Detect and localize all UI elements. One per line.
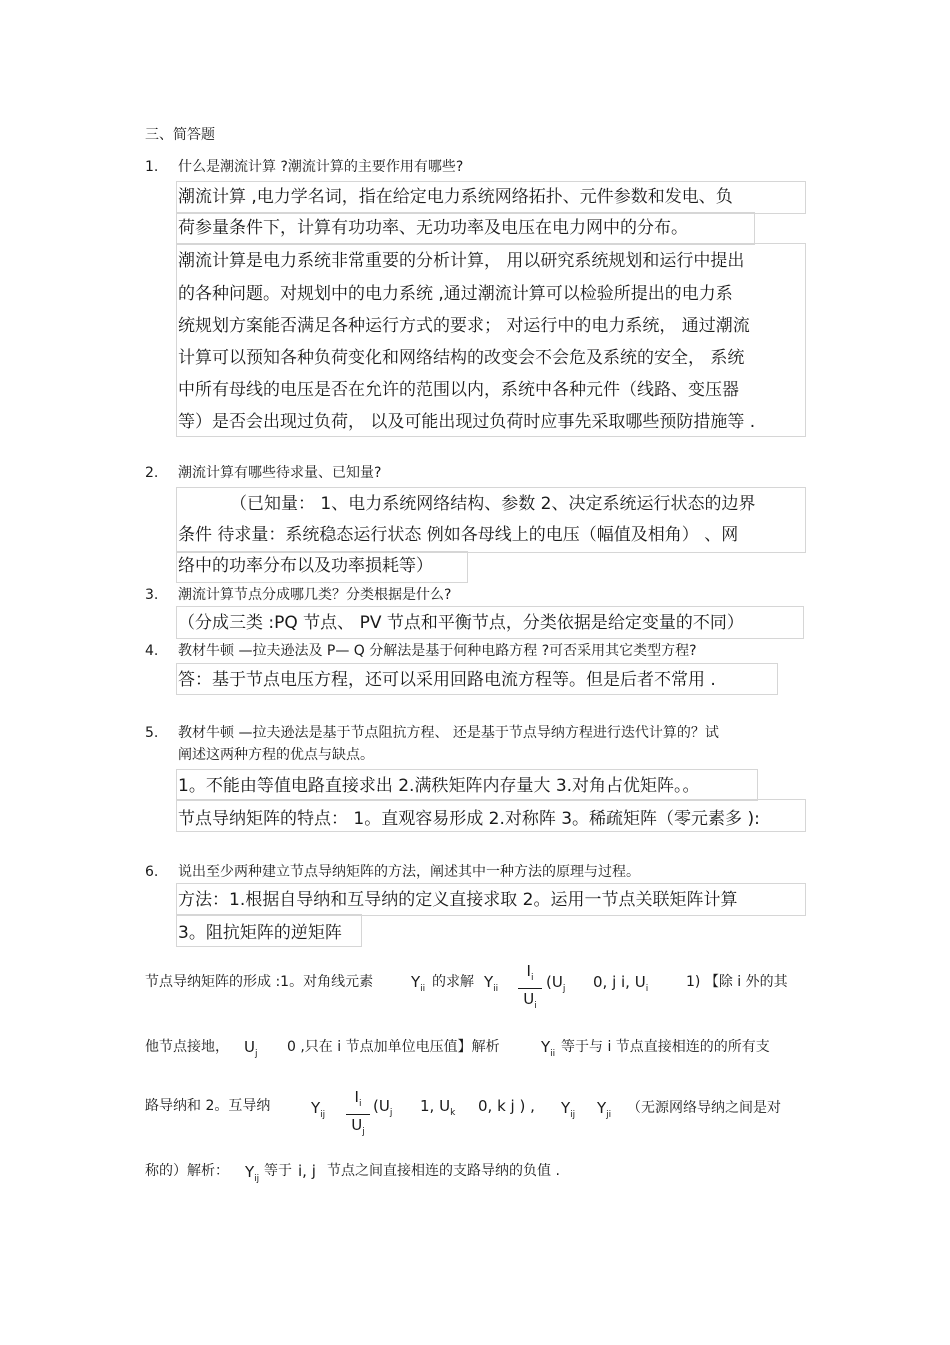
formula-condition: 0, k j ) , [478,1097,535,1115]
formula-fraction: $I_i$ $U_i$ [518,962,542,1015]
question-4-text: 教材牛顿 —拉夫逊法及 P— Q 分解法是基于何种电路方程 ?可否采用其它类型方程? [178,643,697,659]
formula-condition: 0, j i, $U_i$ [593,973,649,994]
answer-6-line: 3。阻抗矩阵的逆矩阵 [178,923,342,943]
answer-5-line: 节点导纳矩阵的特点： 1。直观容易形成 2.对称阵 3。稀疏矩阵（零元素多 ): [178,809,760,829]
answer-4-line: 答：基于节点电压方程，还可以采用回路电流方程等。但是后者不常用 . [178,670,716,690]
answer-2-line: 络中的功率分布以及功率损耗等） [178,556,433,576]
question-6-number: 6. [145,864,159,880]
question-1-text: 什么是潮流计算 ?潮流计算的主要作用有哪些? [178,159,464,175]
formula-symbol: $Y_{ij}$ [245,1163,260,1184]
formula-text: 1) 【除 i 外的其 [686,974,788,990]
formula-condition: ($U_j$ [373,1097,393,1118]
question-3-number: 3. [145,587,159,603]
answer-3-line: （分成三类 :PQ 节点、 PV 节点和平衡节点，分类依据是给定变量的不同） [178,613,744,633]
answer-1-line: 的各种问题。对规划中的电力系统 ,通过潮流计算可以检验所提出的电力系 [178,284,733,304]
formation-line-4-text: 称的）解析： [145,1163,229,1179]
formation-line-3-text: 路导纳和 2。互导纳 [145,1098,271,1114]
answer-2-line: （已知量： 1、电力系统网络结构、参数 2、决定系统运行状态的边界 [230,494,756,514]
answer-1-line: 潮流计算 ,电力学名词，指在给定电力系统网络拓扑、元件参数和发电、负 [178,187,733,207]
section-title: 三、简答题 [145,127,215,143]
formation-line-2-text: 他节点接地， [145,1039,229,1055]
question-2-number: 2. [145,465,159,481]
answer-1-line: 中所有母线的电压是否在允许的范围以内，系统中各种元件（线路、变压器 [178,380,739,400]
answer-1-line: 计算可以预知各种负荷变化和网络结构的改变会不会危及系统的安全， 系统 [178,348,745,368]
answer-1-line: 潮流计算是电力系统非常重要的分析计算， 用以研究系统规划和运行中提出 [178,251,745,271]
formula-condition: 1, $U_k$ [420,1097,456,1118]
answer-1-line: 统规划方案能否满足各种运行方式的要求； 对运行中的电力系统， 通过潮流 [178,316,750,336]
formula-text: 节点之间直接相连的支路导纳的负值 . [327,1163,560,1179]
formula-fraction: $I_i$ $U_j$ [346,1088,370,1141]
answer-5-line: 1。不能由等值电路直接求出 2.满秩矩阵内存量大 3.对角占优矩阵。。 [178,776,700,796]
question-1-number: 1. [145,159,159,175]
question-4-number: 4. [145,643,159,659]
formula-text: 0 ,只在 i 节点加单位电压值】解析 [287,1039,500,1055]
formula-symbol: $Y_{ij}$ [311,1099,326,1120]
question-5-text: 教材牛顿 —拉夫逊法是基于节点阻抗方程、 还是基于节点导纳方程进行迭代计算的？试 [178,725,719,741]
formula-text: 等于与 i 节点直接相连的的所有支 [561,1039,770,1055]
formula-symbol: $U_j$ [244,1038,258,1059]
formula-symbol: $Y_{ij}$ [561,1099,576,1120]
answer-6-line: 方法：1.根据自导纳和互导纳的定义直接求取 2。运用一节点关联矩阵计算 [178,890,738,910]
formula-text: 的求解 [432,974,474,990]
formula-symbol: $Y_{ii}$ [541,1038,556,1059]
question-2-text: 潮流计算有哪些待求量、已知量? [178,465,382,481]
formula-symbol: $Y_{ii}$ [484,973,499,994]
formula-condition: ($U_j$ [546,973,566,994]
answer-2-line: 条件 待求量：系统稳态运行状态 例如各母线上的电压（幅值及相角） 、网 [178,525,739,545]
question-5-text-continued: 阐述这两种方程的优点与缺点。 [178,747,374,763]
formula-text: （无源网络导纳之间是对 [627,1100,781,1116]
question-5-number: 5. [145,725,159,741]
question-6-text: 说出至少两种建立节点导纳矩阵的方法，阐述其中一种方法的原理与过程。 [178,864,640,880]
formula-text: 等于 [264,1163,292,1179]
question-3-text: 潮流计算节点分成哪几类？分类根据是什么? [178,587,452,603]
formula-symbol: i, j [298,1162,316,1180]
formula-symbol: $Y_{ji}$ [597,1099,612,1120]
formula-symbol: $Y_{ii}$ [411,973,426,994]
answer-1-line: 荷参量条件下，计算有功功率、无功功率及电压在电力网中的分布。 [178,218,688,238]
formation-line-1-prefix: 节点导纳矩阵的形成 :1。对角线元素 [145,974,374,990]
answer-1-line: 等）是否会出现过负荷， 以及可能出现过负荷时应事先采取哪些预防措施等 . [178,412,756,432]
